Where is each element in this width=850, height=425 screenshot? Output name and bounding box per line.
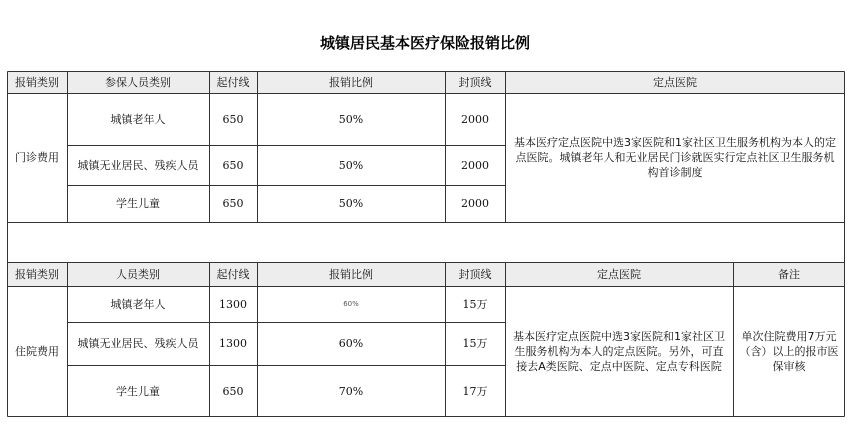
header-person-type: 参保人员类别: [67, 71, 209, 93]
category-inpatient: 住院费用: [15, 345, 59, 358]
category-outpatient: 门诊费用: [15, 151, 59, 164]
header-remark: 备注: [733, 262, 845, 286]
header-category: 报销类别: [7, 262, 67, 286]
table-cell-type: 城镇无业居民、残疾人员: [77, 337, 199, 350]
table-cell-ratio: 50%: [338, 158, 364, 172]
header-cap: 封顶线: [445, 71, 505, 93]
table-cell-deductible: 1300: [219, 337, 247, 350]
reimbursement-table: [7, 71, 845, 417]
table-cell-type: 城镇无业居民、残疾人员: [77, 158, 199, 172]
table-cell-deductible: 650: [222, 384, 244, 398]
table-cell-cap: 2000: [461, 197, 489, 210]
table-cell-ratio: 60%: [338, 337, 364, 350]
table-cell-deductible: 650: [222, 197, 244, 210]
table-cell-deductible: 1300: [219, 297, 247, 311]
table-cell-type: 学生儿童: [116, 197, 160, 210]
hospital-note-inpatient: 基本医疗定点医院中选3家医院和1家社区卫生服务机构为本人的定点医院。另外，可直接去A类医院、定点中医院、定点专科医院: [513, 330, 725, 373]
header-ratio: 报销比例: [257, 71, 445, 93]
table-cell-deductible: 650: [222, 112, 244, 126]
table-cell-cap: 2000: [461, 158, 489, 172]
table-cell-type: 城镇老年人: [110, 112, 166, 126]
header-deductible: 起付线: [209, 262, 257, 286]
table-cell-ratio: 50%: [338, 112, 364, 126]
hospital-note-outpatient: 基本医疗定点医院中选3家医院和1家社区卫生服务机构为本人的定点医院。城镇老年人和无业居民门诊就医实行定点社区卫生服务机构首诊制度: [514, 136, 836, 179]
header-deductible: 起付线: [209, 71, 257, 93]
remark-inpatient: 单次住院费用7万元（含）以上的报市医保审核: [739, 330, 839, 373]
table-cell-ratio: 70%: [338, 384, 364, 398]
header-category: 报销类别: [7, 71, 67, 93]
table-cell-deductible: 650: [222, 158, 244, 172]
table-cell-ratio: 60%: [343, 299, 359, 308]
table-cell-cap: 15万: [462, 297, 488, 311]
table-cell-ratio: 50%: [338, 197, 364, 210]
header-ratio: 报销比例: [257, 262, 445, 286]
header-hospital: 定点医院: [505, 262, 733, 286]
table-gridlines: [7, 71, 845, 417]
table-cell-type: 城镇老年人: [110, 297, 166, 311]
table-cell-cap: 2000: [461, 112, 489, 126]
table-cell-type: 学生儿童: [116, 384, 160, 398]
table-cell-cap: 17万: [462, 384, 488, 398]
header-hospital: 定点医院: [505, 71, 845, 93]
header-person-type: 人员类别: [67, 262, 209, 286]
header-cap: 封顶线: [445, 262, 505, 286]
page-title: 城镇居民基本医疗保险报销比例: [319, 34, 530, 52]
table-cell-cap: 15万: [462, 337, 488, 350]
